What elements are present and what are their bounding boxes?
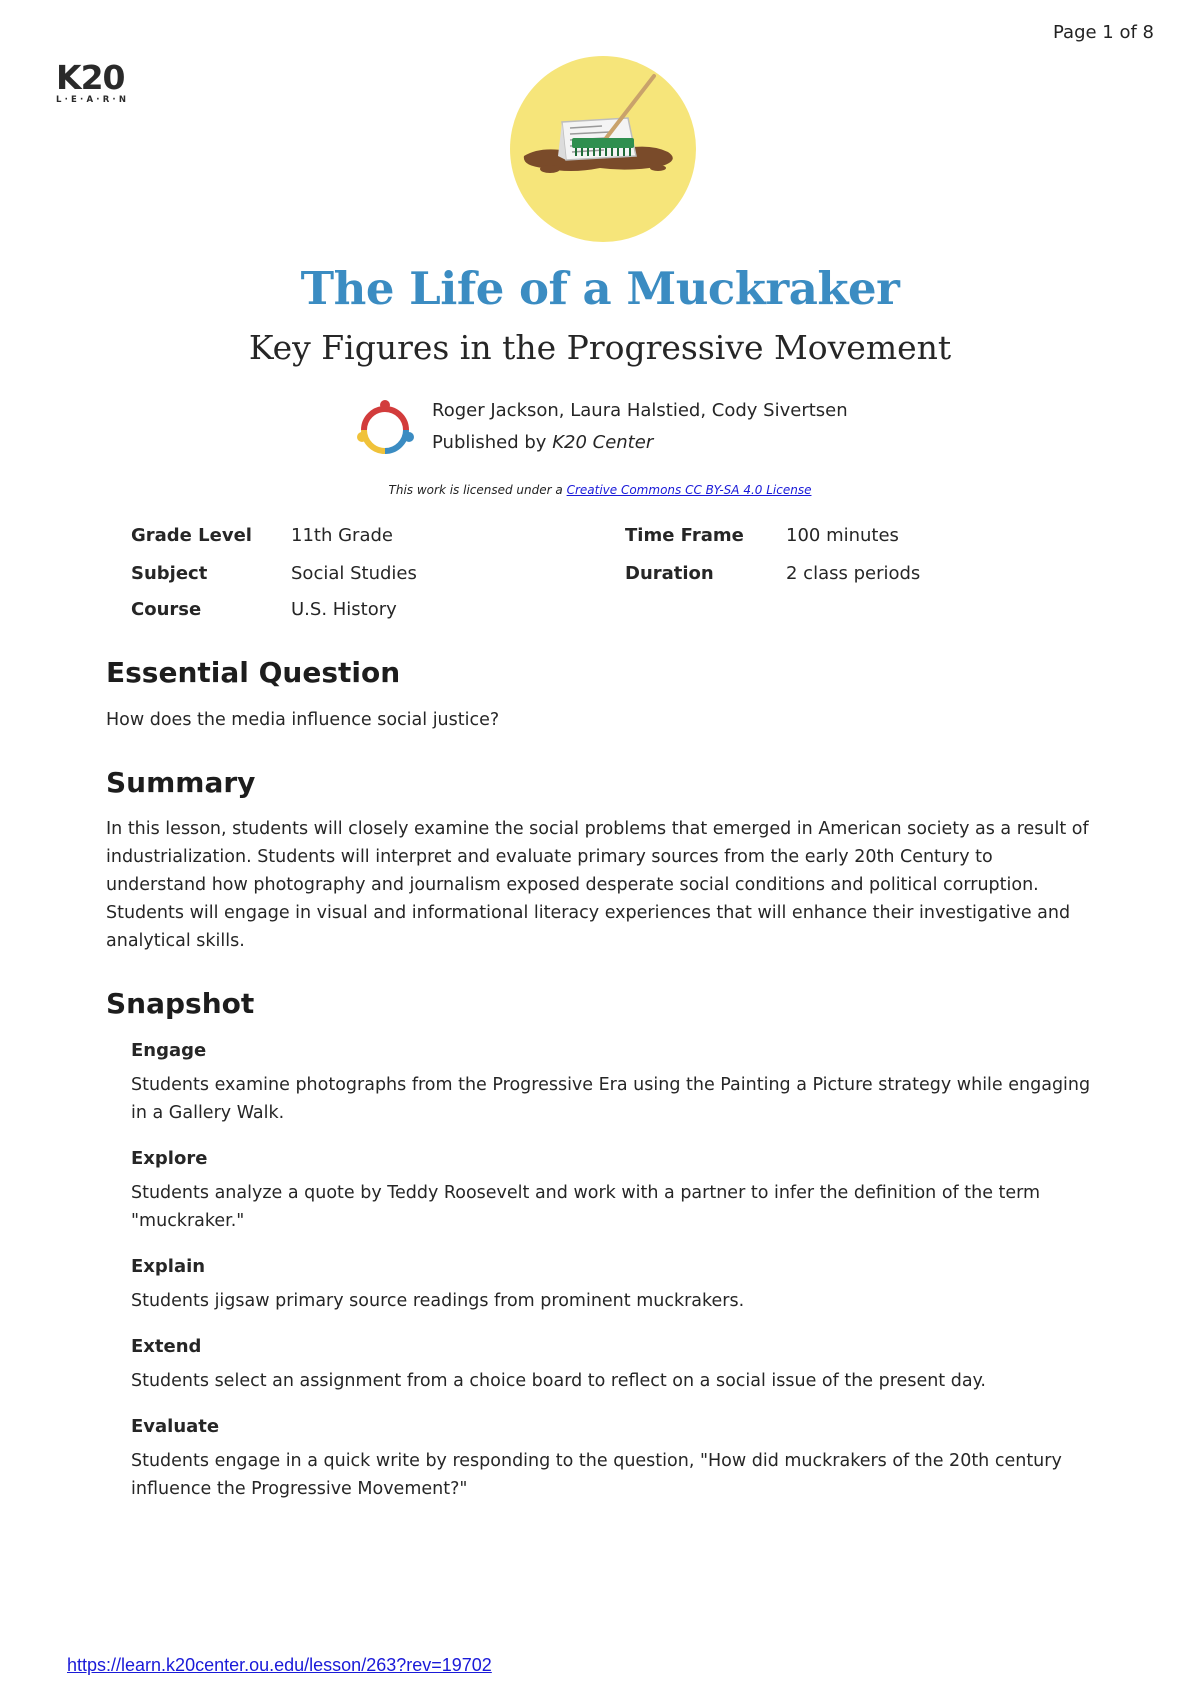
lesson-url-link[interactable]: https://learn.k20center.ou.edu/lesson/263?rev=19702 (67, 1655, 492, 1675)
grade-level-value: 11th Grade (291, 525, 393, 546)
summary-text: In this lesson, students will closely examine the social problems that emerged in American society as a result of industrialization. Students will interpret and evaluate primary sources from the early 20th Century to understand how photography and journalism exposed desperate social conditions and political corruption. Students will engage in visual and informational literacy experiences that will enhance their investigative and analytical skills. (106, 819, 1089, 951)
logo-tagline: L·E·A·R·N (56, 95, 130, 105)
snapshot-heading: Snapshot (106, 987, 255, 1020)
essential-question-text: How does the media influence social justice? (106, 710, 500, 730)
grade-level-label: Grade Level (131, 525, 252, 546)
duration-label: Duration (625, 563, 714, 584)
time-frame-label: Time Frame (625, 525, 744, 546)
published-prefix: Published by (432, 432, 547, 453)
license-notice (0, 483, 1200, 497)
duration-value: 2 class periods (786, 563, 921, 584)
snapshot-evaluate-text: Students engage in a quick write by responding to the question, "How did muckrakers of the 20th century influence the Progressive Movement?" (131, 1451, 1062, 1499)
k20-logo (56, 58, 130, 105)
publisher-line (432, 432, 653, 453)
newspaper-rake-icon (510, 56, 696, 242)
snapshot-explain-text: Students jigsaw primary source readings from prominent muckrakers. (131, 1291, 745, 1311)
lesson-subtitle: Key Figures in the Progressive Movement (248, 328, 952, 367)
snapshot-engage-text: Students examine photographs from the Progressive Era using the Painting a Picture strategy while engaging in a Gallery Walk. (131, 1075, 1091, 1123)
publisher-name: K20 Center (552, 432, 654, 453)
hero-illustration (510, 56, 696, 242)
time-frame-value: 100 minutes (786, 525, 899, 546)
page-number: Page 1 of 8 (1053, 22, 1154, 43)
course-value: U.S. History (291, 599, 397, 620)
snapshot-engage-label: Engage (131, 1040, 207, 1061)
snapshot-extend-text: Students select an assignment from a choice board to reflect on a social issue of the present day. (131, 1371, 986, 1391)
author-list: Roger Jackson, Laura Halstied, Cody Sivertsen (432, 400, 848, 421)
snapshot-explore-text: Students analyze a quote by Teddy Roosevelt and work with a partner to infer the definition of the term "muckraker." (131, 1183, 1041, 1231)
snapshot-evaluate-label: Evaluate (131, 1416, 220, 1437)
subject-label: Subject (131, 563, 208, 584)
snapshot-explain-label: Explain (131, 1256, 206, 1277)
lesson-title: The Life of a Muckraker (300, 262, 900, 315)
snapshot-extend-label: Extend (131, 1336, 202, 1357)
people-circle-icon (352, 397, 418, 467)
license-prefix: This work is licensed under a (388, 483, 563, 497)
license-link[interactable]: Creative Commons CC BY-SA 4.0 License (566, 483, 812, 497)
snapshot-explore-label: Explore (131, 1148, 208, 1169)
essential-question-heading: Essential Question (106, 656, 401, 689)
summary-heading: Summary (106, 766, 256, 799)
logo-text: K20 (56, 58, 125, 97)
subject-value: Social Studies (291, 563, 417, 584)
course-label: Course (131, 599, 202, 620)
